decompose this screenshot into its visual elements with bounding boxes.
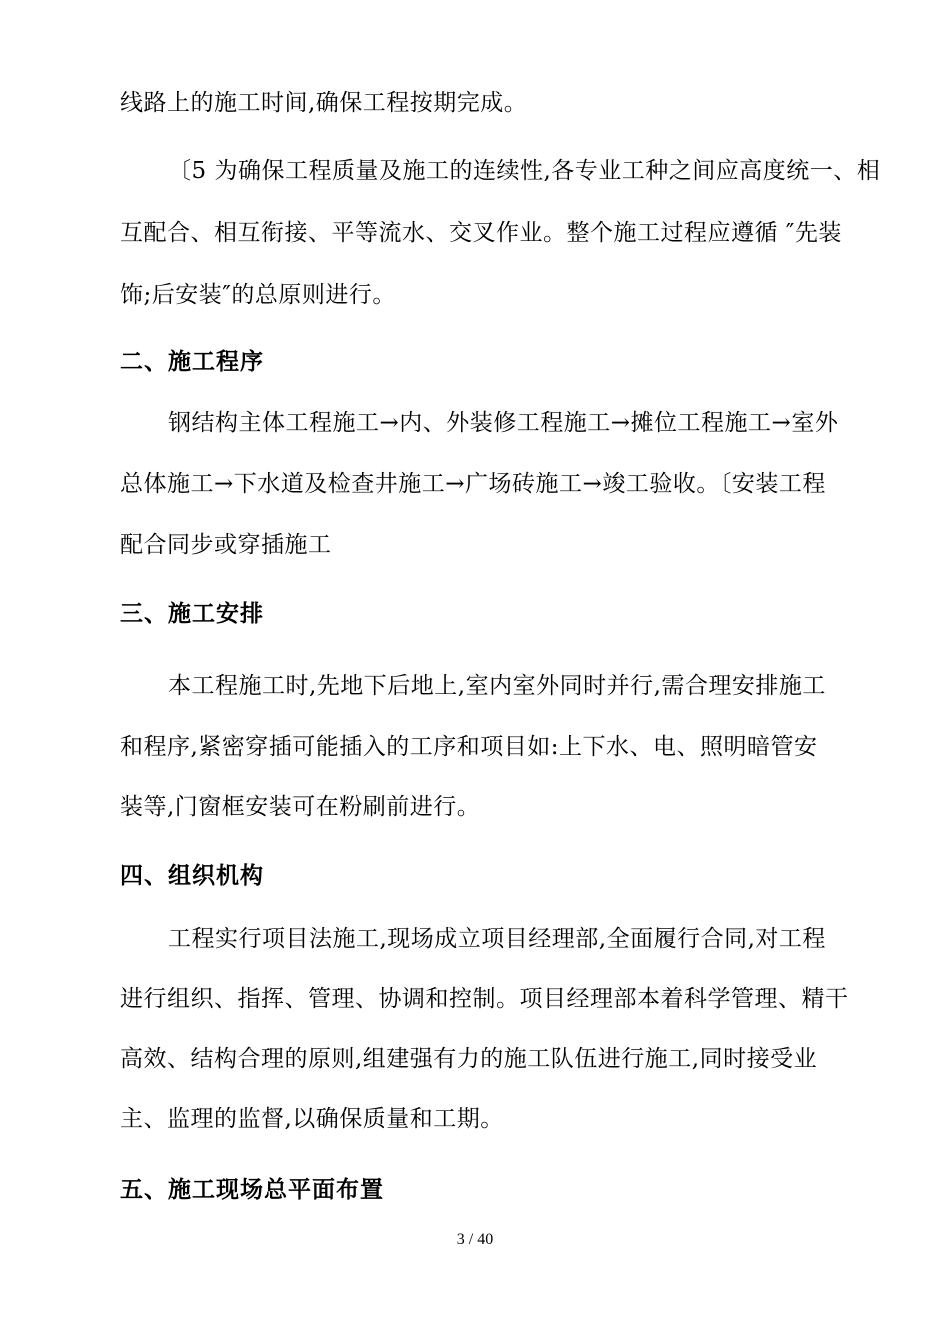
paragraph-line: 饰;后安装″的总原则进行。	[120, 282, 396, 308]
paragraph-line: 高效、结构合理的原则,组建强有力的施工队伍进行施工,同时接受业	[120, 1046, 818, 1072]
paragraph-line: 〔5 为确保工程质量及施工的连续性,各专业工种之间应高度统一、相	[168, 158, 881, 184]
paragraph-line: 本工程施工时,先地下后地上,室内室外同时并行,需合理安排施工	[168, 673, 826, 699]
paragraph-line: 进行组织、指挥、管理、协调和控制。项目经理部本着科学管理、精干	[120, 986, 849, 1012]
section-heading: 三、施工安排	[120, 600, 264, 627]
paragraph-line: 装等,门窗框安装可在粉刷前进行。	[120, 794, 481, 820]
paragraph-line: 总体施工→下水道及检查井施工→广场砖施工→竣工验收。〔安装工程	[120, 471, 826, 497]
paragraph-line: 主、监理的监督,以确保质量和工期。	[120, 1106, 504, 1132]
paragraph-line: 线路上的施工时间,确保工程按期完成。	[120, 90, 528, 116]
section-heading: 二、施工程序	[120, 348, 264, 375]
paragraph-line: 钢结构主体工程施工→内、外装修工程施工→摊位工程施工→室外	[168, 410, 839, 436]
paragraph-line: 和程序,紧密穿插可能插入的工序和项目如:上下水、电、照明暗管安	[120, 734, 818, 760]
paragraph-line: 工程实行项目法施工,现场成立项目经理部,全面履行合同,对工程	[168, 926, 826, 952]
paragraph-line: 互配合、相互衔接、平等流水、交叉作业。整个施工过程应遵循 ″先装	[120, 220, 842, 246]
section-heading: 五、施工现场总平面布置	[120, 1176, 384, 1203]
paragraph-line: 配合同步或穿插施工	[120, 532, 332, 558]
section-heading: 四、组织机构	[120, 862, 264, 889]
page-number: 3 / 40	[456, 1231, 494, 1248]
